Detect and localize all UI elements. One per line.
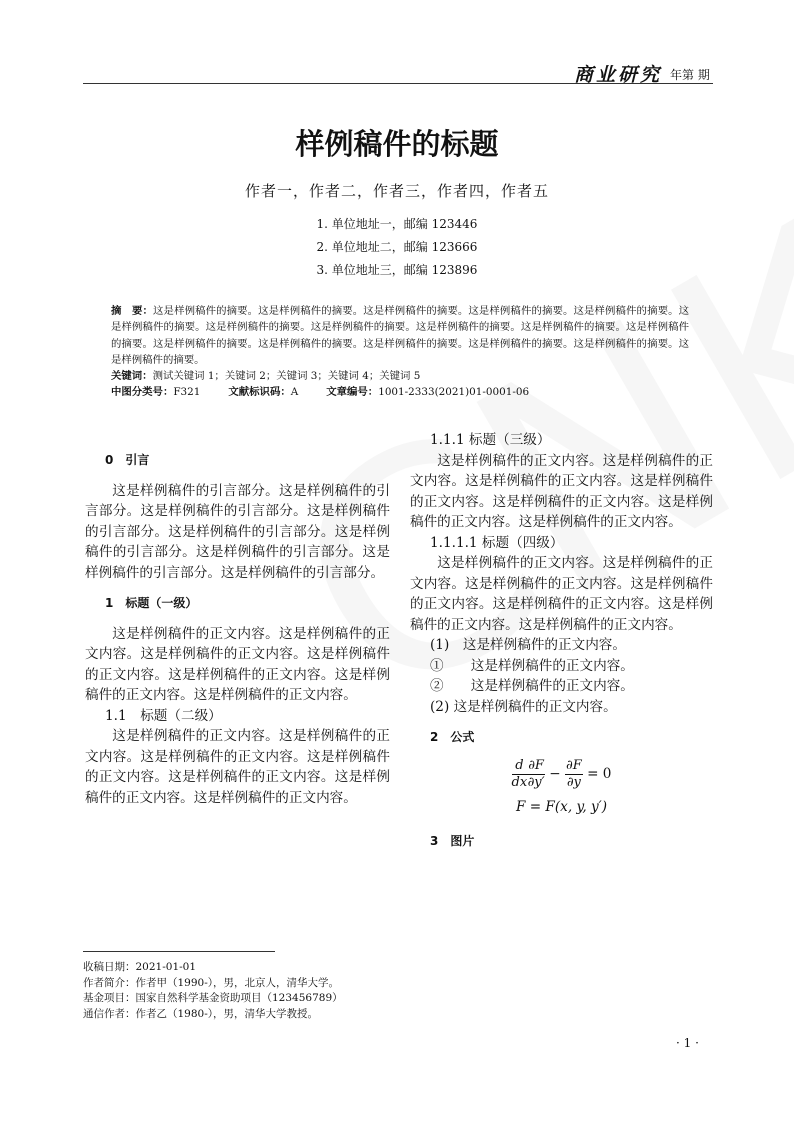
article-no-label: 文章编号： [326, 386, 379, 399]
journal-logo: 商业研究 [574, 64, 663, 86]
authors: 作者一，作者二，作者三，作者四，作者五 [244, 182, 549, 200]
paragraph: 这是样例稿件的引言部分。这是样例稿件的引言部分。这是样例稿件的引言部分。这是样例稿件的引言部分。这是样例稿件的引言部分。这是样例稿件的引言部分。这是样例稿件的引言部分。这是样例稿件的引言部分。这是样例稿件的引言部分。 [85, 482, 390, 581]
footnote: 收稿日期：2021-01-01 [83, 961, 197, 973]
keywords-label: 关键词： [111, 370, 153, 383]
eq-den: dx [511, 774, 528, 790]
doc-code-label: 文献标识码： [228, 386, 291, 399]
section-heading: 0 引言 [105, 453, 150, 467]
eq-num: ∂F [566, 757, 582, 773]
eq-rhs: = 0 [587, 765, 612, 782]
subsection-heading: 1.1 标题（二级） [105, 707, 222, 724]
page-number: · 1 · [676, 1036, 699, 1050]
list-item: ② 这是样例稿件的正文内容。 [430, 678, 634, 694]
list-item: (2) 这是样例稿件的正文内容。 [430, 698, 617, 715]
paragraph: 这是样例稿件的正文内容。这是样例稿件的正文内容。这是样例稿件的正文内容。这是样例稿件的正文内容。这是样例稿件的正文内容。这是样例稿件的正文内容。这是样例稿件的正文内容。 [410, 452, 713, 530]
left-column [85, 440, 390, 808]
eq-num: d [512, 758, 528, 775]
clc-label: 中图分类号： [111, 386, 174, 399]
footnote-rule [83, 951, 275, 952]
affiliation: 3. 单位地址三，邮编 123896 [316, 263, 478, 277]
right-column [410, 430, 713, 862]
paragraph: 这是样例稿件的正文内容。这是样例稿件的正文内容。这是样例稿件的正文内容。这是样例稿件的正文内容。这是样例稿件的正文内容。这是样例稿件的正文内容。这是样例稿件的正文内容。 [410, 555, 713, 633]
paper-title: 样例稿件的标题 [295, 127, 499, 161]
eq-den: ∂y′ [527, 774, 545, 790]
clc: F321 [173, 386, 201, 399]
subsection-heading: 1.1.1.1 标题（四级） [430, 534, 564, 551]
keywords: 测试关键词 1；关键词 2；关键词 3；关键词 4；关键词 5 [152, 370, 421, 383]
abstract-text: 这是样例稿件的摘要。这是样例稿件的摘要。这是样例稿件的摘要。这是样例稿件的摘要。这是样例稿件的摘要。这是样例稿件的摘要。这是样例稿件的摘要。这是样例稿件的摘要。这是样例稿件的摘要。这是样例稿件的摘要。这是样例稿件的摘要。这是样例稿件的摘要。这是样例稿件的摘要。这是样例稿件的摘要。这是样例稿件的摘要。这是样例稿件的摘要。这是样例稿件的摘要。 [111, 305, 689, 366]
abstract [111, 303, 689, 401]
footnote: 基金项目：国家自然科学基金资助项目（123456789） [83, 992, 343, 1004]
section-heading: 1 标题（一级） [105, 596, 198, 610]
header-rule [83, 83, 713, 84]
footnote: 通信作者：作者乙（1980-），男，清华大学教授。 [83, 1007, 319, 1020]
paragraph: 这是样例稿件的正文内容。这是样例稿件的正文内容。这是样例稿件的正文内容。这是样例稿件的正文内容。这是样例稿件的正文内容。这是样例稿件的正文内容。这是样例稿件的正文内容。 [85, 728, 390, 806]
list-item: ① 这是样例稿件的正文内容。 [430, 657, 634, 674]
footnote: 作者简介：作者甲（1990-），男，北京人，清华大学。 [83, 976, 340, 989]
eq-num: ∂F [528, 757, 544, 773]
subsection-heading: 1.1.1 标题（三级） [430, 432, 551, 448]
paragraph: 这是样例稿件的正文内容。这是样例稿件的正文内容。这是样例稿件的正文内容。这是样例稿件的正文内容。这是样例稿件的正文内容。这是样例稿件的正文内容。这是样例稿件的正文内容。 [85, 625, 390, 703]
equation-2: F = F(x, y, y′) [515, 798, 608, 815]
section-heading: 2 公式 [430, 730, 475, 744]
section-heading: 3 图片 [430, 834, 475, 848]
equation-1: $\frac{d}{dx}$ $\frac{\partial F}{\partial y'}$ − $\frac{\partial F}{\partial y}$ = 0 [511, 757, 612, 790]
footnotes [83, 960, 343, 1022]
list-item: (1) 这是样例稿件的正文内容。 [430, 637, 626, 653]
affiliation: 2. 单位地址二，邮编 123666 [316, 240, 478, 254]
article-no: 1001-2333(2021)01-0001-06 [378, 386, 530, 399]
eq-den: ∂y [566, 774, 581, 790]
abstract-label: 摘 要： [111, 305, 154, 317]
doc-code: A [290, 386, 299, 399]
affiliation: 1. 单位地址一，邮编 123446 [316, 217, 478, 231]
issue-label: 年第 期 [670, 68, 710, 82]
